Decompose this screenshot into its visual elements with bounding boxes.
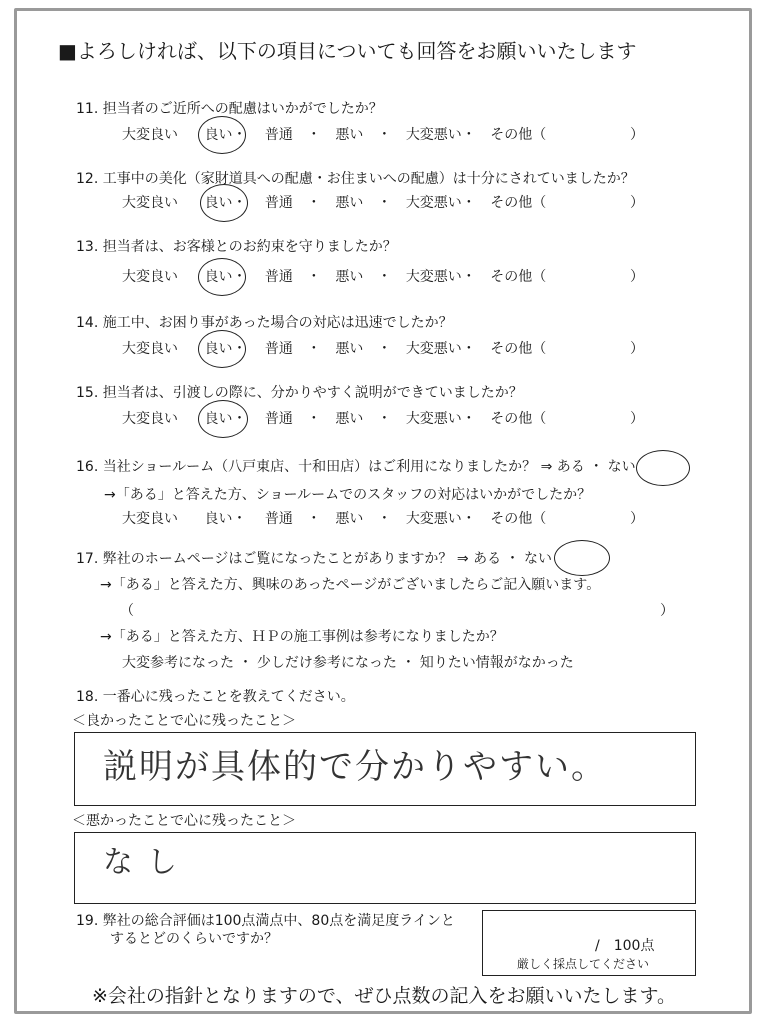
option-bad[interactable]: 悪い	[335, 195, 364, 211]
question-14: 14. 施工中、お困り事があった場合の対応は迅速でしたか？	[76, 315, 453, 331]
options-14: 大変良い 良い・ 普通 ・ 悪い ・ 大変悪い・ その他（ ）	[122, 341, 644, 357]
options-16: 大変良い 良い・ 普通 ・ 悪い ・ 大変悪い・ その他（ ）	[122, 511, 644, 527]
bad-memory-answer: なし	[103, 845, 191, 880]
option-bad[interactable]: 悪い	[335, 511, 364, 527]
answer-circle-13	[198, 258, 246, 296]
option-other[interactable]: その他（	[490, 511, 547, 527]
option-good[interactable]: 良い	[204, 195, 233, 211]
answer-circle-14	[198, 330, 246, 368]
option-other[interactable]: その他（	[490, 341, 547, 357]
score-note: 厳しく採点してください	[517, 957, 650, 971]
option-normal[interactable]: 普通	[264, 269, 293, 285]
answer-circle-12	[200, 184, 248, 222]
option-very-good[interactable]: 大変良い	[122, 511, 178, 527]
good-memory-answer: 説明が具体的で分かりやすい。	[103, 747, 607, 787]
option-very-bad[interactable]: 大変悪い	[405, 511, 462, 527]
option-other[interactable]: その他（	[490, 195, 547, 211]
options-12: 大変良い 良い・ 普通 ・ 悪い ・ 大変悪い・ その他（ ）	[122, 195, 644, 211]
answer-circle-15	[198, 400, 248, 438]
answer-circle-11	[198, 116, 246, 154]
options-15: 大変良い 良い・ 普通 ・ 悪い ・ 大変悪い・ その他（ ）	[122, 411, 644, 427]
option-good[interactable]: 良い	[204, 511, 233, 527]
option-other-close: ）	[630, 127, 644, 143]
question-13: 13. 担当者は、お客様とのお約束を守りましたか？	[76, 239, 397, 255]
section-header: ■よろしければ、以下の項目についても回答をお願いいたします	[58, 39, 637, 63]
option-other-close: ）	[630, 411, 644, 427]
option-normal[interactable]: 普通	[264, 411, 293, 427]
option-other-close: ）	[630, 269, 644, 285]
option-bad[interactable]: 悪い	[335, 269, 364, 285]
option-good[interactable]: 良い	[204, 127, 233, 143]
option-very-bad[interactable]: 大変悪い	[405, 127, 462, 143]
option-very-good[interactable]: 大変良い	[122, 341, 178, 357]
footer-note: ※会社の指針となりますので、ぜひ点数の記入をお願いいたします。	[92, 985, 677, 1007]
option-other-close: ）	[630, 341, 644, 357]
option-other-close: ）	[630, 195, 644, 211]
question-15: 15. 担当者は、引渡しの際に、分かりやすく説明ができていましたか？	[76, 385, 523, 401]
question-17-sub2: →「ある」と答えた方、ＨＰの施工事例は参考になりましたか？	[100, 629, 504, 645]
option-other[interactable]: その他（	[490, 269, 547, 285]
good-memory-box[interactable]	[74, 732, 696, 806]
option-normal[interactable]: 普通	[264, 511, 293, 527]
paren-close: ）	[660, 603, 674, 619]
question-16-sub: →「ある」と答えた方、ショールームでのスタッフの対応はいかがでしたか？	[104, 487, 592, 503]
option-very-bad[interactable]: 大変悪い	[405, 341, 462, 357]
option-very-bad[interactable]: 大変悪い	[405, 195, 462, 211]
option-very-good[interactable]: 大変良い	[122, 269, 178, 285]
option-normal[interactable]: 普通	[264, 195, 293, 211]
question-19-line1: 19. 弊社の総合評価は100点満点中、80点を満足度ラインと	[76, 913, 455, 929]
option-other-close: ）	[630, 511, 644, 527]
option-very-good[interactable]: 大変良い	[122, 411, 178, 427]
question-16: 16. 当社ショールーム（八戸東店、十和田店）はご利用になりましたか？ ⇒ ある ・ ない	[76, 459, 636, 475]
answer-circle-16	[636, 450, 690, 486]
option-good[interactable]: 良い	[204, 411, 233, 427]
option-very-bad[interactable]: 大変悪い	[405, 411, 462, 427]
option-bad[interactable]: 悪い	[335, 411, 364, 427]
options-11: 大変良い 良い・ 普通 ・ 悪い ・ 大変悪い・ その他（ ）	[122, 127, 644, 143]
option-very-bad[interactable]: 大変悪い	[405, 269, 462, 285]
option-good[interactable]: 良い	[204, 269, 233, 285]
question-11: 11. 担当者のご近所への配慮はいかがでしたか？	[76, 101, 383, 117]
option-bad[interactable]: 悪い	[335, 341, 364, 357]
option-good[interactable]: 良い	[204, 341, 233, 357]
bad-memory-box[interactable]	[74, 832, 696, 904]
question-17: 17. 弊社のホームページはご覧になったことがありますか？ ⇒ ある ・ ない	[76, 551, 552, 567]
option-normal[interactable]: 普通	[264, 341, 293, 357]
option-bad[interactable]: 悪い	[335, 127, 364, 143]
options-13: 大変良い 良い・ 普通 ・ 悪い ・ 大変悪い・ その他（ ）	[122, 269, 644, 285]
score-scale: / 100点	[595, 938, 655, 954]
option-normal[interactable]: 普通	[264, 127, 293, 143]
option-very-good[interactable]: 大変良い	[122, 195, 178, 211]
score-box[interactable]	[482, 910, 696, 976]
question-18: 18. 一番心に残ったことを教えてください。	[76, 689, 355, 705]
options-17[interactable]: 大変参考になった ・ 少しだけ参考になった ・ 知りたい情報がなかった	[122, 655, 574, 671]
option-other[interactable]: その他（	[490, 127, 547, 143]
option-other[interactable]: その他（	[490, 411, 547, 427]
paren-open: （	[120, 603, 134, 619]
bad-memory-label: ＜悪かったことで心に残ったこと＞	[72, 813, 296, 829]
question-19-line2: するとどのくらいですか？	[110, 931, 278, 947]
answer-circle-17	[554, 540, 610, 576]
question-17-sub1: →「ある」と答えた方、興味のあったページがございましたらご記入願います。	[100, 577, 601, 593]
option-very-good[interactable]: 大変良い	[122, 127, 178, 143]
question-12: 12. 工事中の美化（家財道具への配慮・お住まいへの配慮）は十分にされていましたか？	[76, 171, 635, 187]
good-memory-label: ＜良かったことで心に残ったこと＞	[72, 713, 296, 729]
